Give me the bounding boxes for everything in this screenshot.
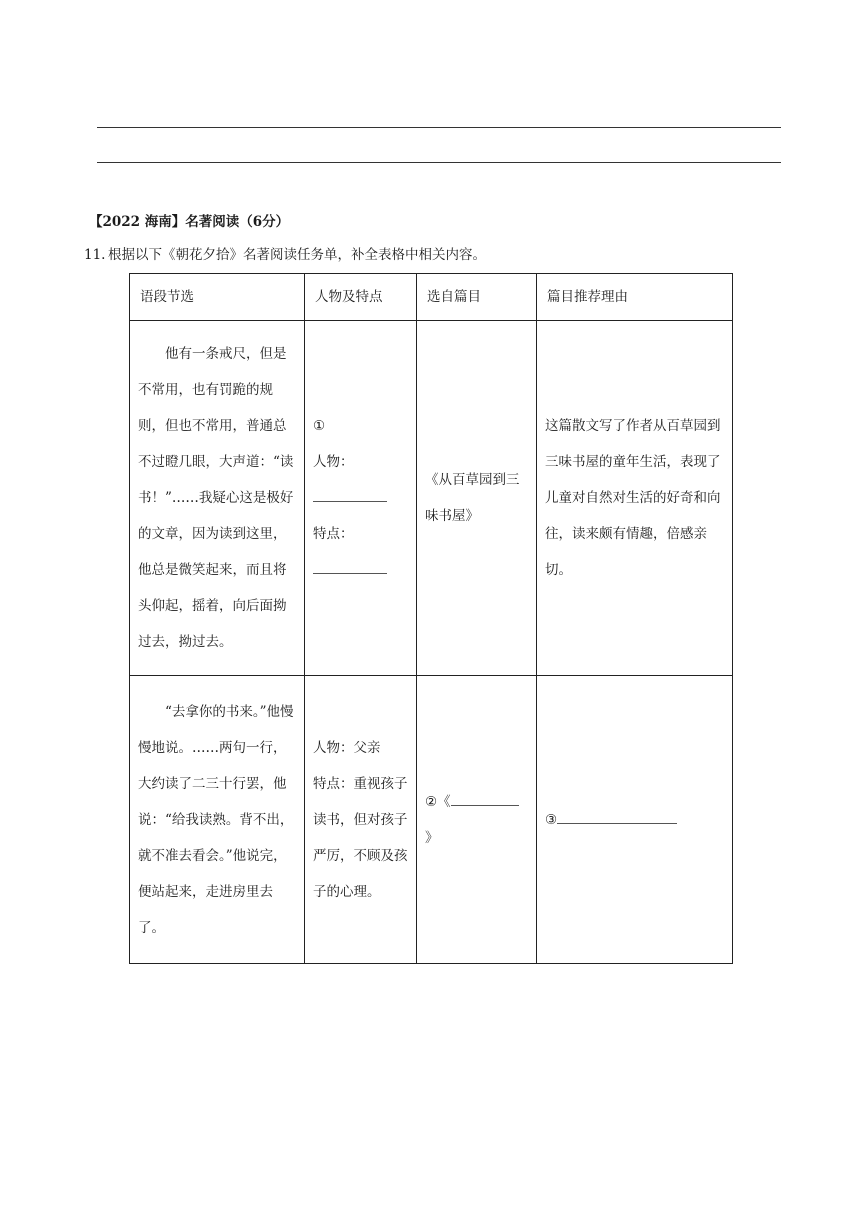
chapter-close-bracket: 》 <box>425 829 439 846</box>
answer-marker-2: ②《 <box>425 793 451 810</box>
person-cell <box>305 676 417 964</box>
excerpt-cell <box>130 321 305 676</box>
reason-cell <box>537 321 733 676</box>
chapter-cell <box>417 676 537 964</box>
person-text: 人物：父亲 <box>313 739 381 756</box>
excerpt-text: 他有一条戒尺，但是不常用，也有罚跪的规则，但也不常用，普通总不过瞪几眼，大声道：“读书！”……我疑心这是极好的文章，因为读到这里，他总是微笑起来，而且将头仰起，摇着，向后面拗过去，拗过去。 <box>138 346 294 650</box>
header-excerpt: 语段节选 <box>130 274 305 321</box>
answer-marker-1: ① <box>313 418 326 434</box>
header-reason: 篇目推荐理由 <box>537 274 733 321</box>
answer-line-2 <box>97 162 781 163</box>
header-person: 人物及特点 <box>305 274 417 321</box>
person-cell <box>305 321 417 676</box>
question-number: 11. <box>84 247 106 263</box>
question <box>84 245 486 265</box>
chapter-answer-blank[interactable] <box>451 791 519 806</box>
table-row <box>130 321 733 676</box>
header-chapter: 选自篇目 <box>417 274 537 321</box>
table-header-row <box>130 274 733 321</box>
person-answer-blank[interactable] <box>313 487 387 502</box>
trait-text: 特点：重视孩子读书，但对孩子严厉，不顾及孩子的心理。 <box>313 775 408 900</box>
question-text: 根据以下《朝花夕拾》名著阅读任务单，补全表格中相关内容。 <box>108 247 486 263</box>
chapter-title: 《从百草园到三味书屋》 <box>425 472 520 524</box>
trait-label: 特点： <box>313 526 354 542</box>
table-row <box>130 676 733 964</box>
answer-line-1 <box>97 127 781 128</box>
reason-text: 这篇散文写了作者从百草园到三味书屋的童年生活，表现了儿童对自然对生活的好奇和向往，读来颇有情趣，倍感亲切。 <box>545 418 721 578</box>
excerpt-text: “去拿你的书来。”他慢慢地说。……两句一行，大约读了二三十行罢，他说：“给我读熟。背不出，就不准去看会。”他说完，便站起来，走进房里去了。 <box>138 703 294 936</box>
answer-marker-3: ③ <box>545 811 558 828</box>
trait-answer-blank[interactable] <box>313 559 387 574</box>
excerpt-cell <box>130 676 305 964</box>
reason-answer-blank[interactable] <box>557 809 677 824</box>
chapter-cell <box>417 321 537 676</box>
reason-cell <box>537 676 733 964</box>
section-heading: 【2022 海南】名著阅读（6分） <box>89 214 290 230</box>
reading-task-table <box>129 273 733 964</box>
person-label: 人物： <box>313 454 354 470</box>
